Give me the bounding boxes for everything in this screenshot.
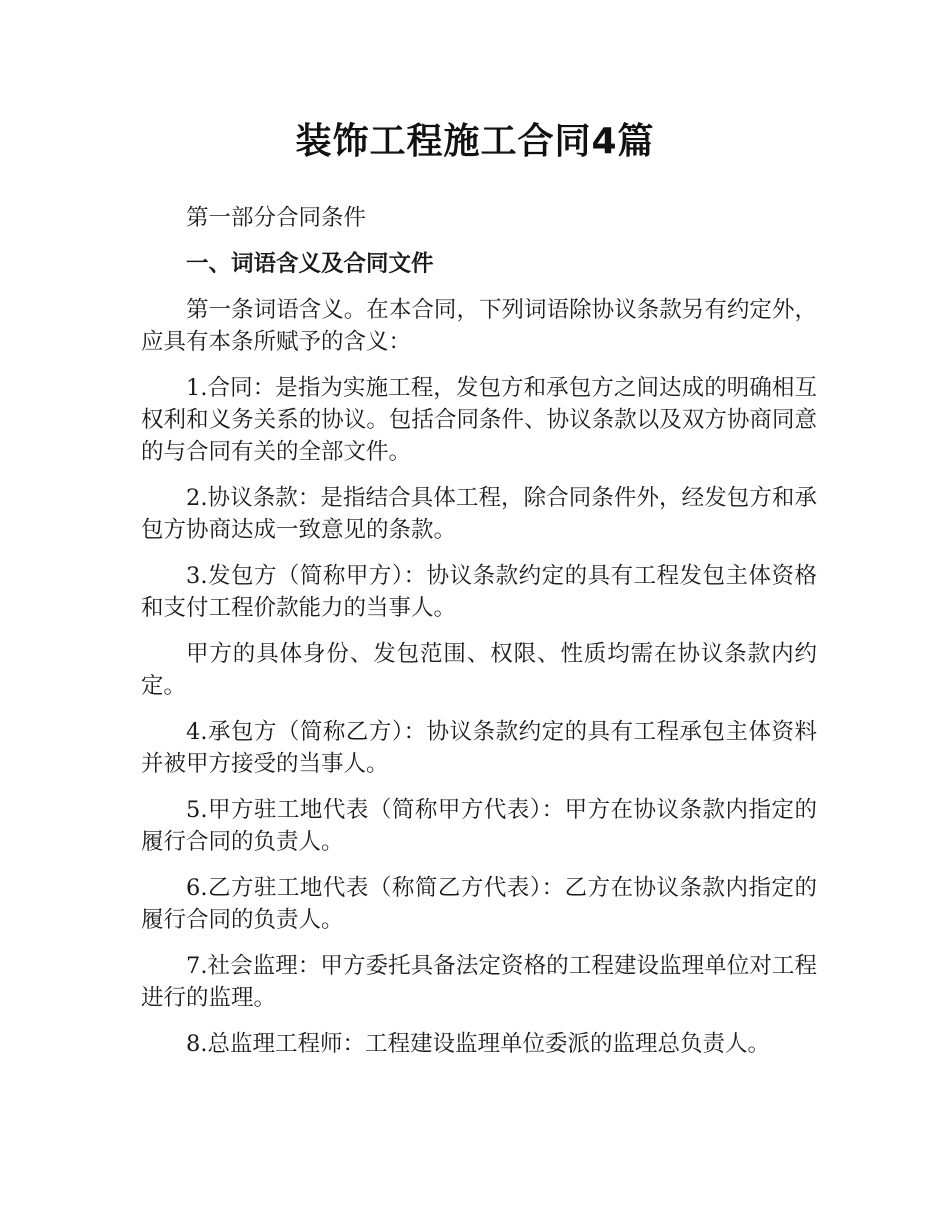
paragraph-item-7: 7.社会监理：甲方委托具备法定资格的工程建设监理单位对工程进行的监理。 [141,953,817,1011]
section-heading-terms: 一、词语含义及合同文件 [186,251,434,277]
paragraph-article-one: 第一条词语含义。在本合同，下列词语除协议条款另有约定外，应具有本条所赋予的含义： [141,297,817,355]
paragraph-item-3: 3.发包方（简称甲方）：协议条款约定的具有工程发包主体资格和支付工程价款能力的当事人。 [141,563,817,621]
paragraph-party-a-details: 甲方的具体身份、发包范围、权限、性质均需在协议条款内约定。 [141,641,817,699]
paragraph-item-4: 4.承包方（简称乙方）：协议条款约定的具有工程承包主体资料并被甲方接受的当事人。 [141,719,817,777]
paragraph-part-one: 第一部分合同条件 [186,205,367,231]
document-title: 装饰工程施工合同4篇 [295,121,655,162]
document-body [141,202,817,1074]
paragraph-item-6: 6.乙方驻工地代表（称简乙方代表）：乙方在协议条款内指定的履行合同的负责人。 [141,875,817,933]
paragraph-item-5: 5.甲方驻工地代表（简称甲方代表）：甲方在协议条款内指定的履行合同的负责人。 [141,797,817,855]
paragraph-item-2: 2.协议条款：是指结合具体工程，除合同条件外，经发包方和承包方协商达成一致意见的条款。 [141,485,817,543]
paragraph-item-8: 8.总监理工程师：工程建设监理单位委派的监理总负责人。 [186,1031,770,1057]
paragraph-item-1: 1.合同：是指为实施工程，发包方和承包方之间达成的明确相互权利和义务关系的协议。包括合同条件、协议条款以及双方协商同意的与合同有关的全部文件。 [141,375,817,465]
